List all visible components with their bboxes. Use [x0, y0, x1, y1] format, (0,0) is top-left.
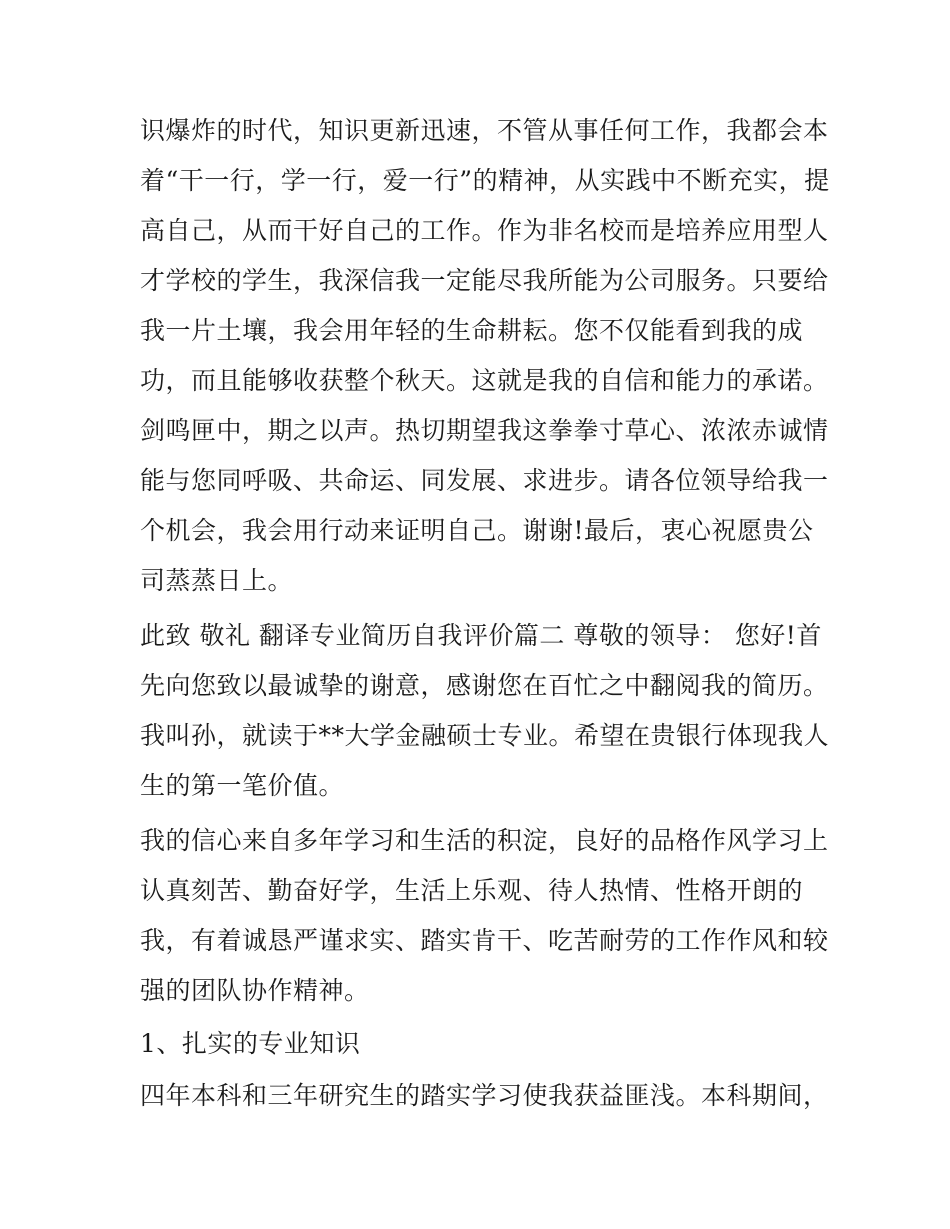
- section-heading: 1、扎实的专业知识: [140, 1029, 361, 1058]
- text-line: 才学校的学生，我深信我一定能尽我所能为公司服务。只要给: [140, 266, 829, 295]
- text-line: 强的团队协作精神。: [140, 976, 370, 1005]
- text-line: 司蒸蒸日上。: [140, 566, 294, 595]
- text-line: 我一片土壤，我会用年轻的生命耕耘。您不仅能看到我的成: [140, 316, 804, 345]
- text-line: 我叫孙，就读于**大学金融硕士专业。希望在贵银行体现我人: [140, 721, 830, 750]
- text-line: 我，有着诚恳严谨求实、踏实肯干、吃苦耐劳的工作作风和较: [140, 926, 829, 955]
- text-line: 个机会，我会用行动来证明自己。谢谢!最后，衷心祝愿贵公: [140, 516, 814, 545]
- text-line: 高自己，从而干好自己的工作。作为非名校而是培养应用型人: [140, 216, 829, 245]
- text-line: 识爆炸的时代，知识更新迅速，不管从事任何工作，我都会本: [140, 116, 829, 145]
- text-line: 生的第一笔价值。: [140, 771, 345, 800]
- text-line: 功，而且能够收获整个秋天。这就是我的自信和能力的承诺。: [140, 366, 829, 395]
- text-line: 此致 敬礼 翻译专业简历自我评价篇二 尊敬的领导： 您好!首: [140, 621, 822, 650]
- text-line: 我的信心来自多年学习和生活的积淀，良好的品格作风学习上: [140, 826, 829, 855]
- text-line: 剑鸣匣中，期之以声。热切期望我这拳拳寸草心、浓浓赤诚情: [140, 416, 829, 445]
- text-line: 认真刻苦、勤奋好学，生活上乐观、待人热情、性格开朗的: [140, 876, 804, 905]
- text-line: 着“干一行，学一行，爱一行”的精神，从实践中不断充实，提: [140, 166, 830, 195]
- text-line: 先向您致以最诚挚的谢意，感谢您在百忙之中翻阅我的简历。: [140, 671, 829, 700]
- text-line: 四年本科和三年研究生的踏实学习使我获益匪浅。本科期间，: [140, 1081, 829, 1110]
- text-line: 能与您同呼吸、共命运、同发展、求进步。请各位领导给我一: [140, 466, 829, 495]
